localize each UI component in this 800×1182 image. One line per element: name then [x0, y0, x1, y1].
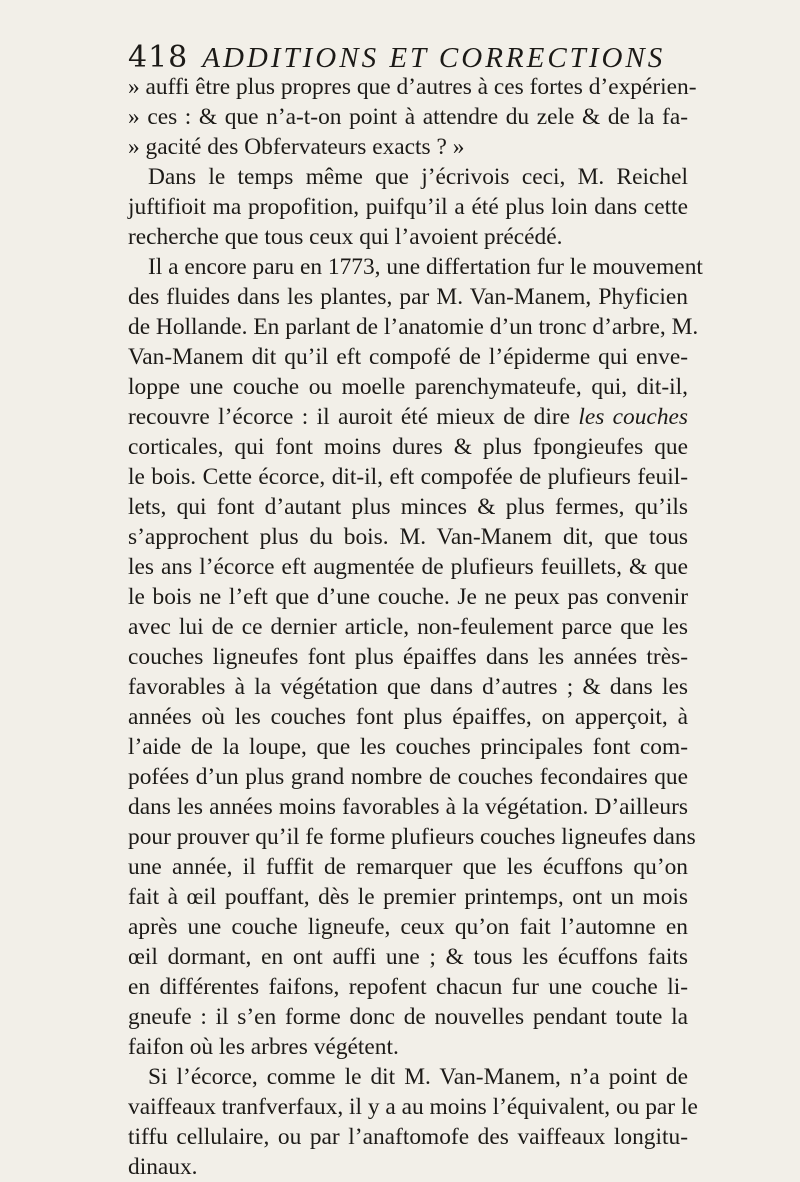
text-line: s’approchent plus du bois. M. Van-Manem dit, que tous [128, 524, 688, 550]
text-line: recherche que tous ceux qui l’avoient précédé. [128, 224, 563, 250]
text-line: lets, qui font d’autant plus minces & plus fermes, qu’ils [128, 494, 688, 520]
text-line: avec lui de ce dernier article, non-feulement parce que les [128, 614, 688, 640]
text-line: dinaux. [128, 1154, 198, 1180]
text-line: vaiffeaux tranfverfaux, il y a au moins l’équivalent, ou par le [128, 1094, 698, 1120]
text-line: les ans l’écorce eft augmentée de plufieurs feuillets, & que [128, 554, 688, 580]
page-number: 418 [128, 40, 189, 75]
text-line: des fluides dans les plantes, par M. Van-Manem, Phyficien [128, 284, 688, 310]
text-line: de Hollande. En parlant de l’anatomie d’un tronc d’arbre, M. [128, 314, 699, 340]
text-line: en différentes faifons, repofent chacun fur une couche li- [128, 974, 688, 1000]
body-text [128, 72, 703, 1182]
text-line: fait à œil pouffant, dès le premier printemps, ont un mois [128, 884, 688, 910]
text-line: favorables à la végétation que dans d’autres ; & dans les [128, 674, 688, 700]
text-line: le bois ne l’eft que d’une couche. Je ne peux pas convenir [128, 584, 688, 610]
text-line: gneufe : il s’en forme donc de nouvelles pendant toute la [128, 1004, 688, 1030]
text-line: faifon où les arbres végétent. [128, 1034, 399, 1060]
text-line: le bois. Cette écorce, dit-il, eft compofée de plufieurs feuil- [128, 464, 688, 490]
text-line: Il a encore paru en 1773, une differtation fur le mouvement [148, 254, 703, 280]
text-line: loppe une couche ou moelle parenchymateufe, qui, dit-il, [128, 374, 688, 400]
text-segment: recouvre l’écorce : il auroit été mieux de dire [128, 404, 579, 430]
text-line: l’aide de la loupe, que les couches principales font com- [128, 734, 688, 760]
text-line: pour prouver qu’il fe forme plufieurs couches ligneufes dans [128, 824, 696, 850]
text-line [128, 402, 688, 432]
text-line: corticales, qui font moins dures & plus fpongieufes que [128, 434, 688, 460]
text-line: œil dormant, en ont auffi une ; & tous les écuffons faits [128, 944, 688, 970]
text-line: juftifioit ma propofition, puifqu’il a été plus loin dans cette [128, 194, 688, 220]
text-line: » ces : & que n’a-t-on point à attendre du zele & de la fa- [128, 104, 688, 130]
text-line: Dans le temps même que j’écrivois ceci, M. Reichel [148, 164, 688, 190]
text-line: pofées d’un plus grand nombre de couches fecondaires que [128, 764, 688, 790]
text-line: une année, il fuffit de remarquer que les écuffons qu’on [128, 854, 688, 880]
italic-phrase: les couches [578, 404, 688, 430]
text-line: après une couche ligneufe, ceux qu’on fait l’automne en [128, 914, 688, 940]
text-line: dans les années moins favorables à la végétation. D’ailleurs [128, 794, 688, 820]
text-line: années où les couches font plus épaiffes, on apperçoit, à [128, 704, 688, 730]
text-line: tiffu cellulaire, ou par l’anaftomofe des vaiffeaux longitu- [128, 1124, 688, 1150]
text-line: Van-Manem dit qu’il eft compofé de l’épiderme qui enve- [128, 344, 688, 370]
text-line: Si l’écorce, comme le dit M. Van-Manem, n’a point de [148, 1064, 688, 1090]
text-line: couches ligneufes font plus épaiffes dans les années très- [128, 644, 688, 670]
running-title: ADDITIONS ET CORRECTIONS [202, 42, 666, 74]
text-line: » auffi être plus propres que d’autres à ces fortes d’expérien- [128, 74, 697, 100]
text-line: » gacité des Obfervateurs exacts ? » [128, 134, 465, 160]
